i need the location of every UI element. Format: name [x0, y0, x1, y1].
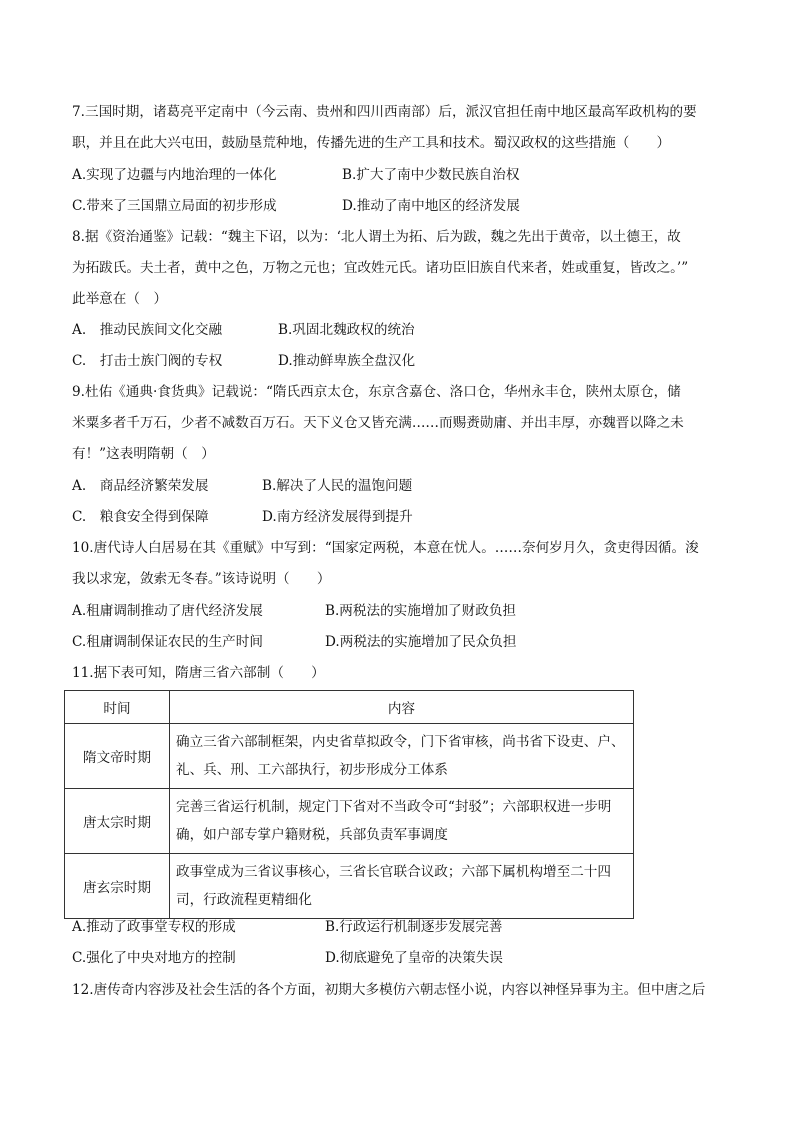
- table-header-time: 时间: [65, 691, 170, 724]
- table-cell-time: 唐太宗时期: [65, 789, 170, 854]
- q11-option-c: C.强化了中央对地方的控制: [72, 950, 236, 966]
- q7-option-a: A.实现了边疆与内地治理的一体化: [72, 167, 277, 183]
- q11-option-d: D.彻底避免了皇帝的决策失误: [325, 950, 503, 966]
- table-row: [65, 724, 634, 789]
- q12-stem-line-1: 12.唐传奇内容涉及社会生活的各个方面，初期大多模仿六朝志怪小说，内容以神怪异事为主。但中唐之后: [72, 982, 706, 998]
- q10-option-a: A.租庸调制推动了唐代经济发展: [72, 603, 263, 619]
- table-cell-content: [170, 854, 634, 919]
- table-cell-content-line: 完善三省运行机制，规定门下省对不当政令可“封驳”；六部职权进一步明: [176, 799, 612, 815]
- table-row: [65, 789, 634, 854]
- table-header-row: [65, 691, 634, 724]
- table-cell-content: [170, 724, 634, 789]
- q8-stem-line-3: 此举意在（ ）: [72, 291, 168, 307]
- q9-stem-line-2: 米粟多者千万石，少者不减数百万石。天下义仓又皆充满……而赐赉勋庸、并出丰厚，亦魏晋以降之未: [72, 415, 684, 431]
- q10-stem-line-2: 我以求宠，敛索无冬春。”该诗说明（ ）: [72, 571, 331, 587]
- q9-option-c: C. 粮食安全得到保障: [72, 509, 209, 525]
- q7-option-d: D.推动了南中地区的经济发展: [342, 198, 520, 214]
- table-cell-time: 唐玄宗时期: [65, 854, 170, 919]
- q8-option-c: C. 打击士族门阀的专权: [72, 353, 223, 369]
- q8-option-a: A. 推动民族间文化交融: [72, 322, 223, 338]
- table-cell-content-line: 司，行政流程更精细化: [176, 892, 312, 908]
- q7-option-b: B.扩大了南中少数民族自治权: [342, 167, 520, 183]
- q10-option-d: D.两税法的实施增加了民众负担: [325, 634, 517, 650]
- q11-option-b: B.行政运行机制逐步发展完善: [325, 919, 503, 935]
- q10-option-b: B.两税法的实施增加了财政负担: [325, 603, 517, 619]
- q10-option-c: C.租庸调制保证农民的生产时间: [72, 634, 263, 650]
- q9-option-a: A. 商品经济繁荣发展: [72, 478, 209, 494]
- q8-stem-line-1: 8.据《资治通鉴》记载：“魏主下诏，以为：‘北人谓土为拓、后为跋，魏之先出于黄帝，以土德王，故: [72, 229, 681, 245]
- q9-stem-line-3: 有！”这表明隋朝（ ）: [72, 446, 215, 462]
- table-cell-content-line: 礼、兵、刑、工六部执行，初步形成分工体系: [176, 762, 448, 778]
- table-header-content: 内容: [170, 691, 634, 724]
- q11-table: [64, 690, 634, 919]
- q7-option-c: C.带来了三国鼎立局面的初步形成: [72, 198, 277, 214]
- q9-stem-line-1: 9.杜佑《通典·食货典》记载说：“隋氏西京太仓，东京含嘉仓、洛口仓，华州永丰仓，陕州太原仓，储: [72, 384, 681, 400]
- q9-option-d: D.南方经济发展得到提升: [262, 509, 413, 525]
- table-cell-content-line: 确，如户部专掌户籍财税，兵部负责军事调度: [176, 827, 448, 843]
- table-row: [65, 854, 634, 919]
- q8-stem-line-2: 为拓跋氏。夫土者，黄中之色，万物之元也；宜改姓元氏。诸功臣旧族自代来者，姓或重复，皆改之。’”: [72, 260, 689, 276]
- q8-option-b: B.巩固北魏政权的统治: [278, 322, 415, 338]
- q10-stem-line-1: 10.唐代诗人白居易在其《重赋》中写到：“国家定两税，本意在忧人。……奈何岁月久，贪吏得因循。浚: [72, 540, 699, 556]
- q7-stem-line-1: 7.三国时期，诸葛亮平定南中（今云南、贵州和四川西南部）后，派汉官担任南中地区最高军政机构的要: [72, 104, 697, 120]
- table-cell-time: 隋文帝时期: [65, 724, 170, 789]
- q9-option-b: B.解决了人民的温饱问题: [262, 478, 413, 494]
- q11-stem: 11.据下表可知，隋唐三省六部制（ ）: [72, 665, 325, 681]
- table-cell-content-line: 政事堂成为三省议事核心，三省长官联合议政；六部下属机构增至二十四: [176, 864, 611, 880]
- table-cell-content: [170, 789, 634, 854]
- q11-option-a: A.推动了政事堂专权的形成: [72, 919, 236, 935]
- q8-option-d: D.推动鲜卑族全盘汉化: [278, 353, 416, 369]
- q7-stem-line-2: 职，并且在此大兴屯田，鼓励垦荒种地，传播先进的生产工具和技术。蜀汉政权的这些措施（ ）: [72, 135, 671, 151]
- table-cell-content-line: 确立三省六部制框架，内史省草拟政令，门下省审核，尚书省下设吏、户、: [176, 734, 625, 750]
